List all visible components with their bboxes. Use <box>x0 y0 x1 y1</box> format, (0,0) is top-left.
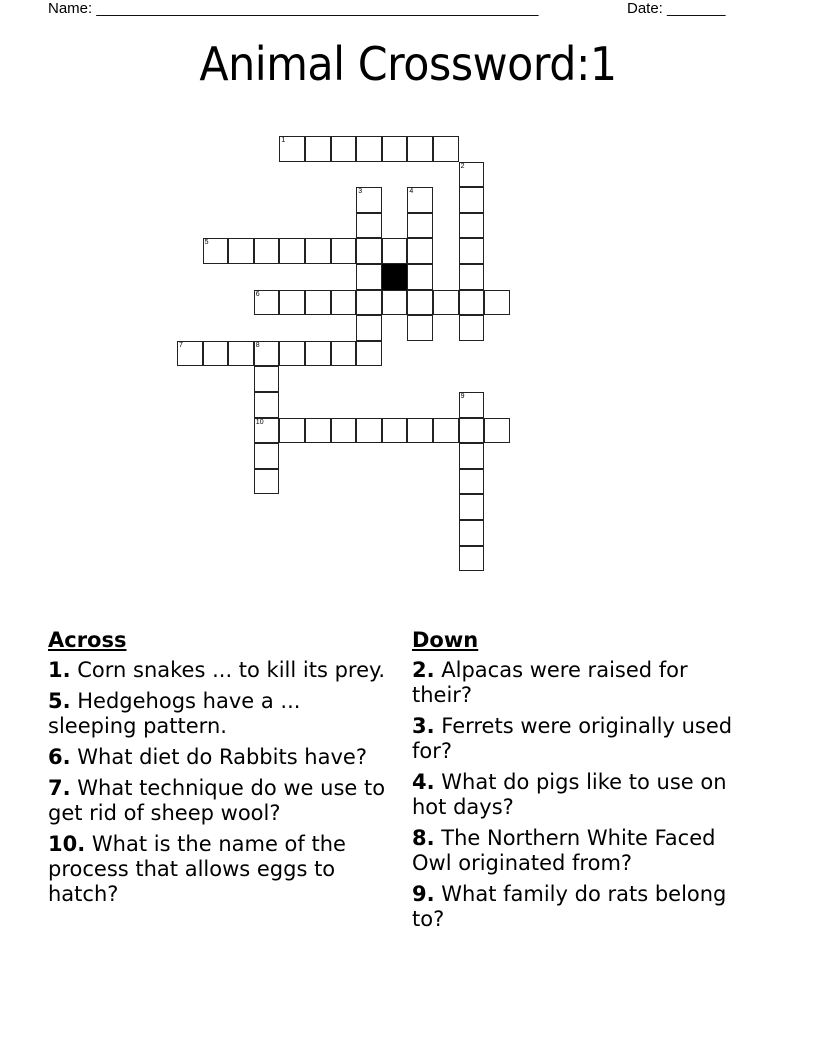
grid-cell[interactable] <box>254 238 280 264</box>
grid-cell[interactable] <box>459 187 485 213</box>
grid-cell[interactable] <box>228 238 254 264</box>
clue-number: 8. <box>412 826 435 850</box>
grid-cell[interactable] <box>254 469 280 495</box>
grid-cell[interactable] <box>305 341 331 367</box>
grid-cell[interactable] <box>279 238 305 264</box>
grid-cell[interactable] <box>356 315 382 341</box>
clue-text: What technique do we use to get rid of sheep wool? <box>48 776 386 825</box>
clue-number: 10. <box>48 832 86 856</box>
clue-text: Corn snakes ... to kill its prey. <box>70 658 386 682</box>
grid-cell[interactable] <box>407 418 433 444</box>
grid-cell[interactable] <box>305 136 331 162</box>
clue-number: 9. <box>412 882 435 906</box>
grid-cell[interactable] <box>279 290 305 316</box>
grid-cell[interactable] <box>254 341 280 367</box>
clue-text: What is the name of the process that allows eggs to hatch? <box>48 832 346 906</box>
grid-cell[interactable] <box>459 520 485 546</box>
clue-number: 6. <box>48 745 71 769</box>
grid-cell[interactable] <box>254 366 280 392</box>
clue-text: What family do rats belong to? <box>412 882 727 931</box>
cell-number: 10 <box>255 418 264 426</box>
clue-down-4 <box>412 770 752 820</box>
grid-cell[interactable] <box>331 341 357 367</box>
grid-cell[interactable] <box>331 290 357 316</box>
clue-text: What diet do Rabbits have? <box>70 745 367 769</box>
grid-block <box>382 264 408 290</box>
clue-number: 1. <box>48 658 71 682</box>
grid-cell[interactable] <box>203 238 229 264</box>
grid-cell[interactable] <box>279 418 305 444</box>
grid-cell[interactable] <box>459 392 485 418</box>
grid-cell[interactable] <box>254 443 280 469</box>
grid-cell[interactable] <box>279 341 305 367</box>
grid-cell[interactable] <box>407 136 433 162</box>
grid-cell[interactable] <box>459 162 485 188</box>
clue-across-7 <box>48 776 393 826</box>
across-heading: Across <box>48 628 127 652</box>
cell-number: 6 <box>255 290 260 298</box>
grid-cell[interactable] <box>228 341 254 367</box>
clue-text: Ferrets were originally used for? <box>412 714 733 763</box>
clue-across-1 <box>48 658 393 683</box>
grid-cell[interactable] <box>356 290 382 316</box>
cell-number: 1 <box>281 137 286 144</box>
grid-cell[interactable] <box>459 469 485 495</box>
grid-cell[interactable] <box>331 136 357 162</box>
date-field-label: Date: _______ <box>627 0 726 17</box>
clue-down-2 <box>412 658 752 708</box>
grid-cell[interactable] <box>484 418 510 444</box>
clue-down-9 <box>412 882 752 932</box>
grid-cell[interactable] <box>382 136 408 162</box>
grid-cell[interactable] <box>459 418 485 444</box>
grid-cell[interactable] <box>484 290 510 316</box>
grid-cell[interactable] <box>459 213 485 239</box>
clue-across-5 <box>48 689 393 739</box>
clue-text: Alpacas were raised for their? <box>412 658 688 707</box>
page-title: Animal Crossword:1 <box>199 37 617 91</box>
name-field-label: Name: _____________________________________________________ <box>48 0 539 17</box>
grid-cell[interactable] <box>331 418 357 444</box>
cell-number: 2 <box>460 162 465 170</box>
clue-text: The Northern White Faced Owl originated from? <box>412 826 716 875</box>
clue-text: What do pigs like to use on hot days? <box>412 770 727 819</box>
grid-cell[interactable] <box>305 238 331 264</box>
grid-cell[interactable] <box>356 264 382 290</box>
grid-cell[interactable] <box>459 315 485 341</box>
clue-number: 5. <box>48 689 71 713</box>
clue-number: 7. <box>48 776 71 800</box>
clue-number: 4. <box>412 770 435 794</box>
grid-cell[interactable] <box>356 341 382 367</box>
down-clues <box>412 628 752 938</box>
cell-number: 7 <box>179 341 183 349</box>
grid-cell[interactable] <box>356 213 382 239</box>
clue-text: Hedgehogs have a ... sleeping pattern. <box>48 689 301 738</box>
grid-cell[interactable] <box>382 238 408 264</box>
down-heading: Down <box>412 628 479 652</box>
grid-cell[interactable] <box>459 443 485 469</box>
grid-cell[interactable] <box>433 290 459 316</box>
grid-cell[interactable] <box>203 341 229 367</box>
grid-cell[interactable] <box>305 418 331 444</box>
grid-cell[interactable] <box>407 213 433 239</box>
grid-cell[interactable] <box>459 494 485 520</box>
grid-cell[interactable] <box>382 290 408 316</box>
across-clues <box>48 628 393 913</box>
grid-cell[interactable] <box>407 238 433 264</box>
clue-number: 3. <box>412 714 435 738</box>
grid-cell[interactable] <box>407 187 433 213</box>
grid-cell[interactable] <box>356 187 382 213</box>
grid-cell[interactable] <box>356 418 382 444</box>
cell-number: 5 <box>204 239 209 247</box>
grid-cell[interactable] <box>382 418 408 444</box>
grid-cell[interactable] <box>305 290 331 316</box>
clue-number: 2. <box>412 658 435 682</box>
grid-cell[interactable] <box>433 136 459 162</box>
grid-cell[interactable] <box>459 546 485 572</box>
clue-across-6 <box>48 745 393 770</box>
clue-down-3 <box>412 714 752 764</box>
grid-cell[interactable] <box>177 341 203 367</box>
clue-across-10 <box>48 832 393 907</box>
grid-cell[interactable] <box>356 136 382 162</box>
grid-cell[interactable] <box>356 238 382 264</box>
cell-number: 3 <box>358 188 363 196</box>
grid-cell[interactable] <box>407 315 433 341</box>
grid-cell[interactable] <box>407 264 433 290</box>
grid-cell[interactable] <box>459 264 485 290</box>
grid-cell[interactable] <box>433 418 459 444</box>
cell-number: 9 <box>460 393 465 400</box>
grid-cell[interactable] <box>254 392 280 418</box>
grid-cell[interactable] <box>254 418 280 444</box>
cell-number: 4 <box>409 188 414 196</box>
clue-down-8 <box>412 826 752 876</box>
grid-cell[interactable] <box>331 238 357 264</box>
grid-cell[interactable] <box>254 290 280 316</box>
cell-number: 8 <box>255 341 260 349</box>
grid-cell[interactable] <box>459 290 485 316</box>
grid-cell[interactable] <box>407 290 433 316</box>
grid-cell[interactable] <box>279 136 305 162</box>
grid-cell[interactable] <box>459 238 485 264</box>
